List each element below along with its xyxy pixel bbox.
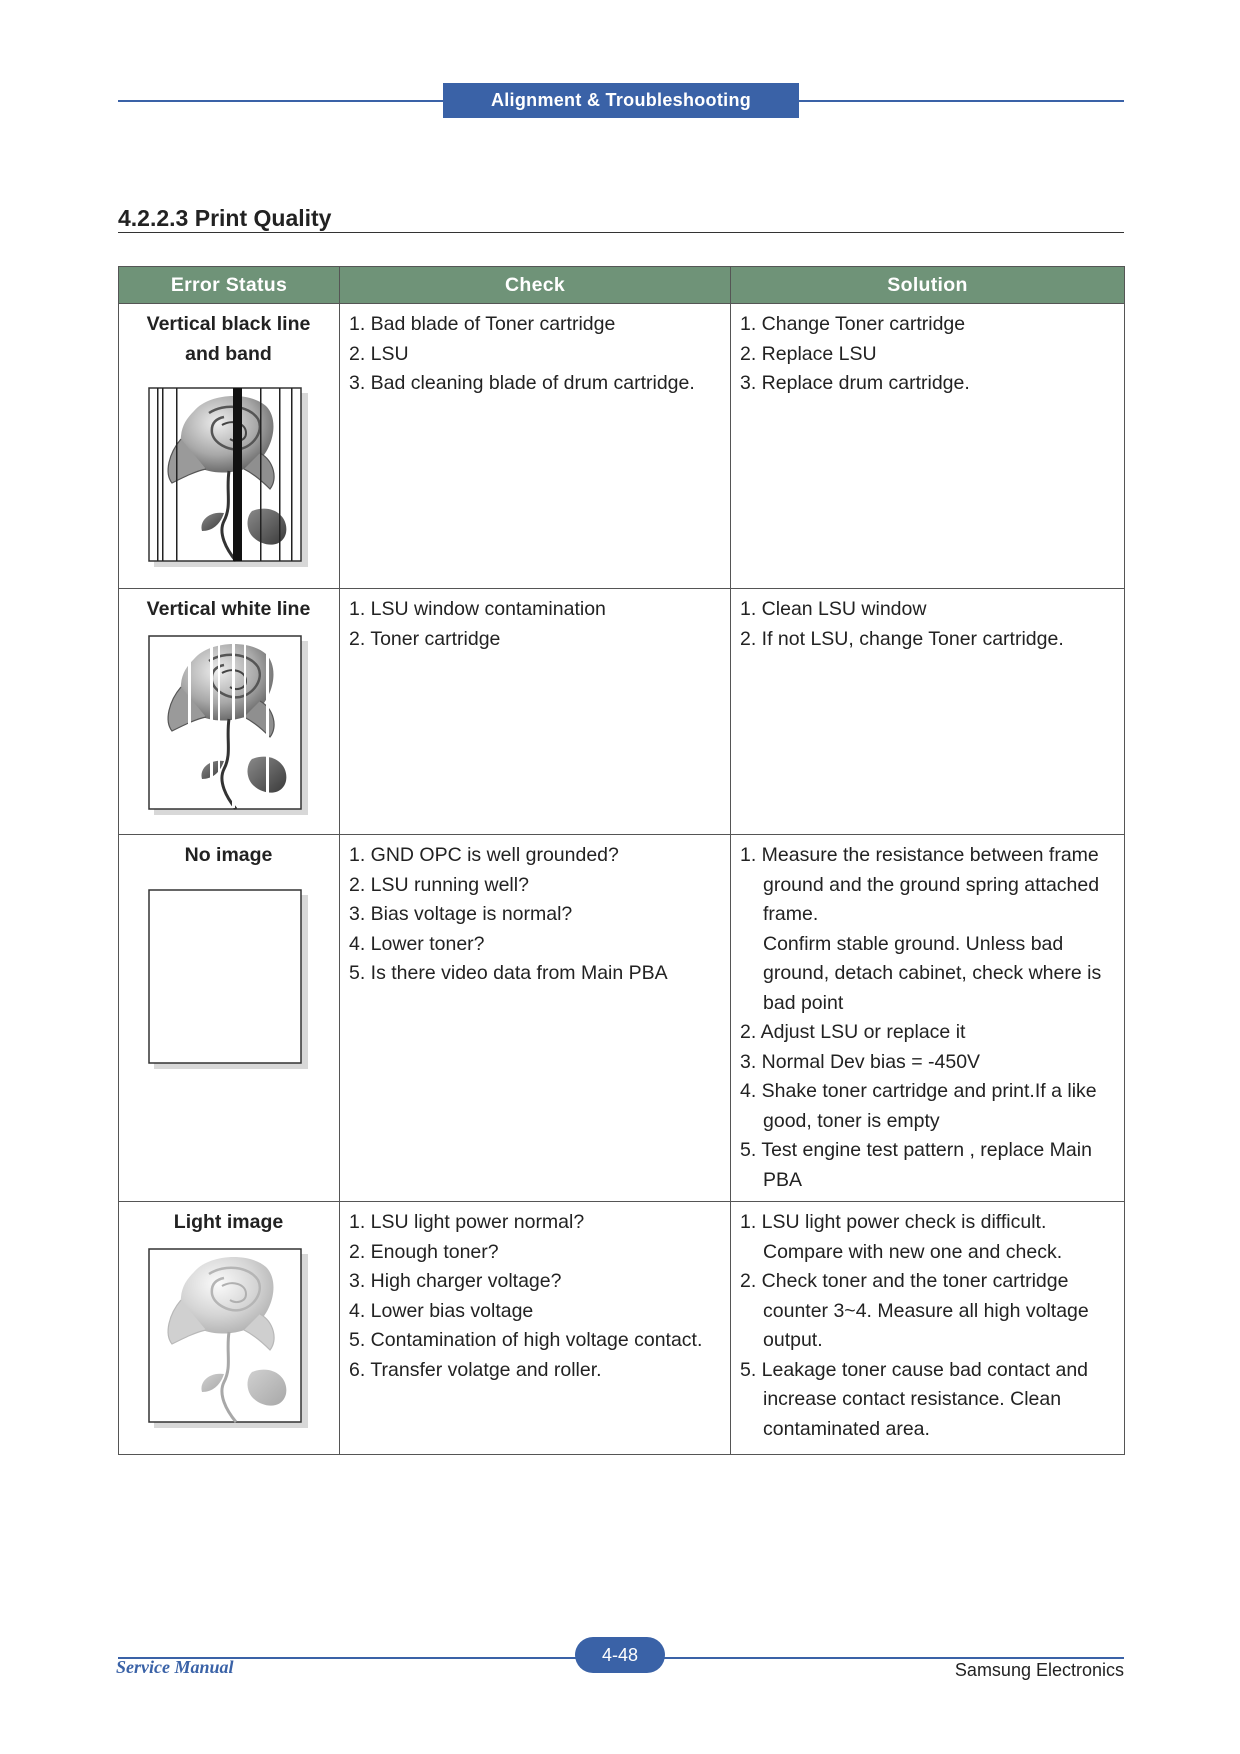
check-cell	[340, 835, 731, 1202]
table-header-row	[119, 267, 1125, 304]
solution-list	[740, 1208, 1114, 1444]
blank-page-icon	[148, 889, 310, 1071]
footer-service-manual: Service Manual	[116, 1657, 234, 1677]
error-status-cell	[119, 304, 340, 589]
list-item: 2. LSU running well?	[349, 873, 529, 896]
solution-cell	[731, 835, 1125, 1202]
list-item: 2. Check toner and the toner cartridge counter 3~4. Measure all high voltage output.	[740, 1270, 1089, 1351]
check-list	[349, 595, 720, 654]
footer-page-number: 4-48	[575, 1637, 665, 1673]
error-status-label: Vertical white line	[146, 598, 311, 620]
list-item: 3. Replace drum cartridge.	[740, 372, 970, 394]
column-header-check: Check	[340, 267, 731, 304]
list-item: 4. Shake toner cartridge and print.If a like good, toner is empty	[740, 1080, 1097, 1132]
list-item: 1. LSU light power normal?	[349, 1211, 585, 1233]
error-status-cell	[119, 1202, 340, 1455]
check-list	[349, 841, 720, 989]
error-status-label: Light image	[173, 1211, 284, 1233]
list-item: 5. Is there video data from Main PBA	[349, 962, 668, 984]
solution-list	[740, 841, 1114, 1195]
check-list	[349, 1208, 720, 1385]
solution-cell	[731, 589, 1125, 835]
list-item: 2. If not LSU, change Toner cartridge.	[740, 627, 1064, 650]
list-item: 4. Lower toner?	[349, 932, 485, 955]
table-row	[119, 835, 1125, 1202]
list-item: 5. Test engine test pattern , replace Main PBA	[740, 1139, 1092, 1191]
column-header-error-status: Error Status	[119, 267, 340, 304]
list-item: 1. Bad blade of Toner cartridge	[349, 313, 616, 335]
list-item: Confirm stable ground. Unless bad ground, detach cabinet, check where is bad point	[763, 932, 1102, 1014]
list-item: 2. Toner cartridge	[349, 627, 501, 650]
list-item: 2. LSU	[349, 342, 409, 365]
list-item: 1. LSU light power check is difficult. Compare with new one and check.	[740, 1211, 1063, 1263]
section-title-rule	[118, 232, 1124, 233]
list-item: 3. Bias voltage is normal?	[349, 903, 573, 925]
list-item: 1. GND OPC is well grounded?	[349, 844, 619, 866]
list-item: 1. Change Toner cartridge	[740, 313, 966, 335]
rose-light-image-icon	[148, 1248, 310, 1430]
check-cell	[340, 1202, 731, 1455]
table-row	[119, 304, 1125, 589]
list-item: 1. Measure the resistance between frame ground and the ground spring attached frame.	[740, 844, 1100, 925]
error-status-label: Vertical black line and band	[146, 313, 311, 365]
section-title: 4.2.2.3 Print Quality	[118, 205, 332, 231]
error-status-cell	[119, 835, 340, 1202]
check-cell	[340, 589, 731, 835]
error-status-label: No image	[184, 844, 273, 866]
footer-company: Samsung Electronics	[954, 1660, 1124, 1680]
rose-vertical-black-lines-icon	[148, 387, 310, 569]
table-row	[119, 589, 1125, 835]
print-quality-table	[118, 266, 1125, 1455]
table-row	[119, 1202, 1125, 1455]
solution-list	[740, 595, 1114, 654]
check-list	[349, 310, 720, 399]
list-item: 2. Adjust LSU or replace it	[740, 1021, 966, 1043]
solution-cell	[731, 1202, 1125, 1455]
error-status-cell	[119, 589, 340, 835]
solution-cell	[731, 304, 1125, 589]
list-item: 2. Enough toner?	[349, 1240, 499, 1263]
header-section-tab: Alignment & Troubleshooting	[443, 83, 799, 118]
rose-vertical-white-lines-icon	[148, 635, 310, 817]
check-cell	[340, 304, 731, 589]
solution-list	[740, 310, 1114, 399]
list-item: 1. LSU window contamination	[349, 598, 606, 620]
list-item: 4. Lower bias voltage	[349, 1299, 534, 1322]
column-header-solution: Solution	[731, 267, 1125, 304]
list-item: 3. Normal Dev bias = -450V	[740, 1050, 981, 1073]
list-item: 1. Clean LSU window	[740, 598, 927, 620]
list-item: 6. Transfer volatge and roller.	[349, 1358, 602, 1381]
list-item: 3. High charger voltage?	[349, 1270, 562, 1292]
list-item: 3. Bad cleaning blade of drum cartridge.	[349, 372, 695, 394]
list-item: 5. Contamination of high voltage contact.	[349, 1329, 703, 1351]
list-item: 2. Replace LSU	[740, 342, 877, 365]
list-item: 5. Leakage toner cause bad contact and increase contact resistance. Clean contaminated area.	[740, 1358, 1089, 1440]
